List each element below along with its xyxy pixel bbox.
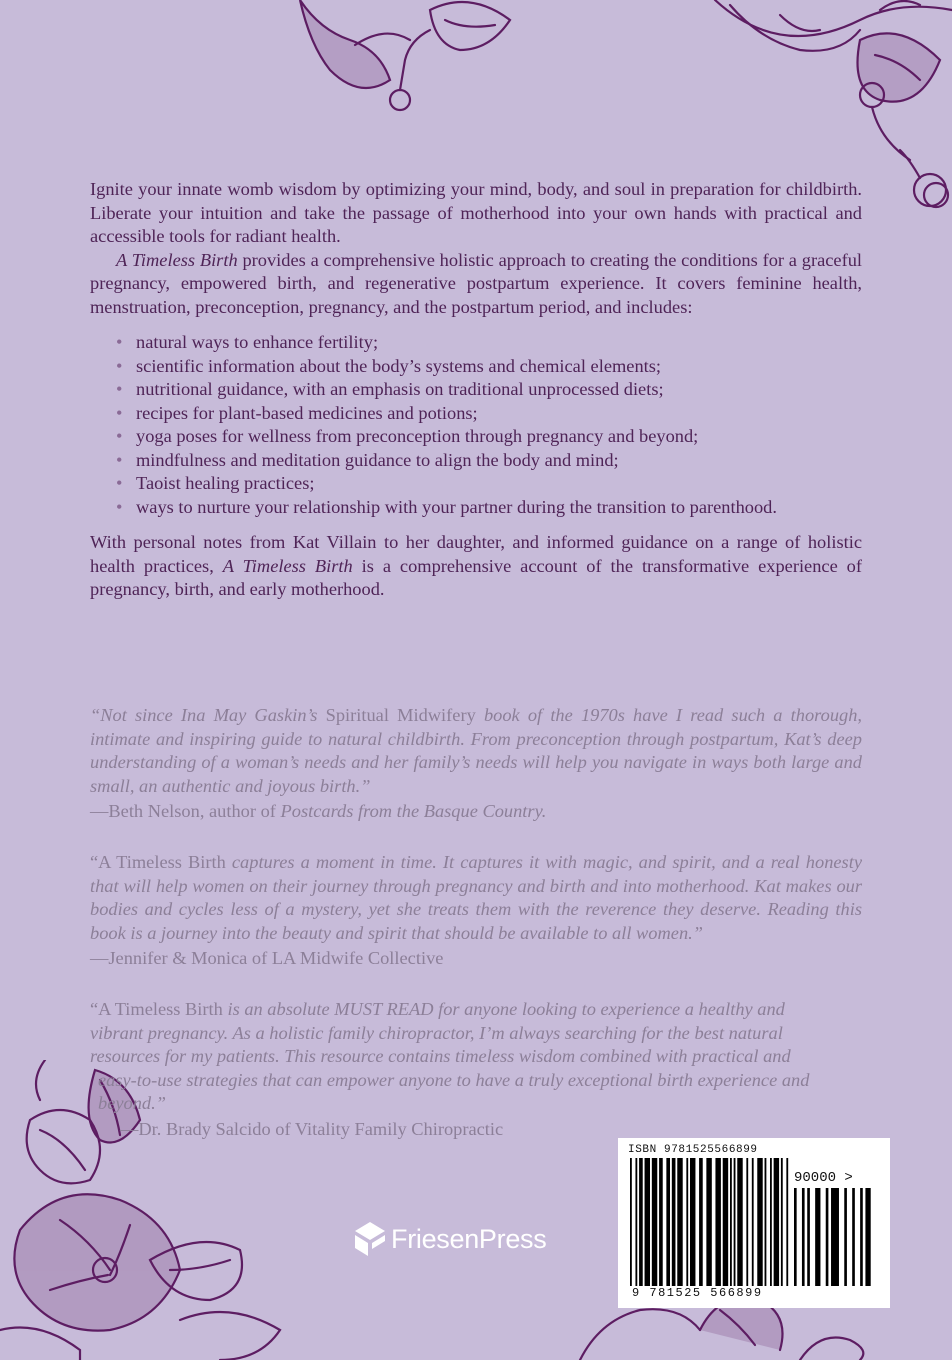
ean-digits: 9 781525 566899 <box>632 1286 763 1300</box>
list-item: • recipes for plant-based medicines and potions; <box>90 402 862 426</box>
barcode-bar <box>765 1158 767 1286</box>
bullet-icon: • <box>116 473 123 493</box>
bullet-icon: • <box>116 355 123 376</box>
list-item: • yoga poses for wellness from preconception through pregnancy and beyond; <box>90 425 862 449</box>
barcode-bar <box>752 1158 754 1286</box>
barcode-bar <box>715 1158 720 1286</box>
barcode-bar <box>706 1158 711 1286</box>
barcode-bar <box>737 1158 742 1286</box>
list-item: • Taoist healing practices; <box>90 472 862 496</box>
bullet-icon: • <box>116 426 123 446</box>
addon-barcode-bars <box>794 1188 876 1286</box>
barcode-bar <box>794 1188 797 1286</box>
barcode-bar <box>826 1188 829 1286</box>
price-code: 90000 > <box>794 1170 853 1186</box>
barcode-bar <box>786 1158 788 1286</box>
barcode-bar <box>639 1158 643 1286</box>
barcode-bar <box>757 1158 762 1286</box>
barcode-bar <box>860 1188 863 1286</box>
book-title: A Timeless Birth <box>222 555 353 576</box>
barcode-bar <box>723 1158 728 1286</box>
barcode-bar <box>852 1188 855 1286</box>
bullet-icon: • <box>116 496 123 517</box>
testimonial-text: “A Timeless Birth captures a moment in time. It captures it with magic, and spirit, and a real honesty that will help women on their journey through pregnancy and birth and into motherhood. Kat makes our bodies and cycles less of a mystery, yet she treats them with the reverence they deserve. Reading this book is a journey into the beauty and spirit that should be available to all women.” <box>90 852 862 943</box>
barcode-bar <box>807 1188 810 1286</box>
book-title: A Timeless Birth <box>116 249 238 270</box>
list-item: • natural ways to enhance fertility; <box>90 331 862 355</box>
bullet-icon: • <box>116 379 123 399</box>
isbn-label: ISBN 9781525566899 <box>628 1144 758 1156</box>
testimonial-text: “A Timeless Birth is an absolute MUST READ for anyone looking to experience a healthy and vibrant pregnancy. As a holistic family chiropractor, I’m always searching for the best natural resources for my patients. This resource contains timeless wisdom combined with practical and easy-to-use strategies that can empower anyone to have a truly exceptional birth experience and beyond.” <box>90 999 810 1113</box>
isbn-barcode <box>618 1138 890 1308</box>
barcode-bar <box>774 1158 779 1286</box>
testimonial-brady-salcido <box>90 998 862 1141</box>
barcode-bar <box>699 1158 703 1286</box>
bullet-icon: • <box>116 402 123 423</box>
barcode-bar <box>746 1158 748 1286</box>
barcode-bar <box>770 1158 772 1286</box>
testimonial-attribution: —Dr. Brady Salcido of Vitality Family Chiropractic <box>120 1118 504 1139</box>
testimonial-attribution: —Beth Nelson, author of Postcards from the Basque Country. <box>90 801 547 821</box>
barcode-bar <box>659 1158 663 1286</box>
barcode-bar <box>815 1188 820 1286</box>
barcode-bar <box>690 1158 695 1286</box>
testimonial-text: “Not since Ina May Gaskin’s Spiritual Midwifery book of the 1970s have I read such a thorough, intimate and inspiring guide to natural childbirth. From preconception through postpartum, Kat’s deep understanding of a woman’s needs and her family’s needs will help you navigate in ways both large and small, an authentic and joyous birth.” <box>90 705 862 796</box>
bullet-icon: • <box>116 449 123 470</box>
back-cover-description <box>90 178 862 602</box>
barcode-bar <box>652 1158 657 1286</box>
closing-paragraph: With personal notes from Kat Villain to her daughter, and informed guidance on a range of holistic health practices, A Timeless Birth is a comprehensive account of the transformative experience of pregnancy, birth, and early motherhood. <box>90 532 862 599</box>
list-item: • scientific information about the body’s systems and chemical elements; <box>90 355 862 379</box>
barcode-bar <box>635 1158 637 1286</box>
bullet-icon: • <box>116 332 123 352</box>
publisher-name: FriesenPress <box>391 1223 547 1254</box>
barcode-bar <box>781 1158 783 1286</box>
includes-list <box>90 331 862 519</box>
barcode-bar <box>645 1158 650 1286</box>
overview-text: provides a comprehensive holistic approach to creating the conditions for a graceful pregnancy, empowered birth, and regenerative postpartum experience. It covers feminine health, menstruation, preconception, pregnancy, and the postpartum period, and includes: <box>90 249 862 317</box>
testimonial-beth-nelson <box>90 704 862 824</box>
intro-paragraph: Ignite your innate womb wisdom by optimizing your mind, body, and soul in preparation for childbirth. Liberate your intuition and take the passage of motherhood into your own hands with practical and accessible tools for radiant health. <box>90 179 862 246</box>
book-title: “A Timeless Birth <box>90 852 226 872</box>
book-title: “A Timeless Birth <box>90 999 223 1019</box>
barcode-bar <box>802 1188 805 1286</box>
barcode-bar <box>672 1158 676 1286</box>
testimonial-la-midwife-collective <box>90 851 862 971</box>
barcode-bar <box>686 1158 688 1286</box>
referenced-book-title: Spiritual Midwifery <box>325 705 476 725</box>
testimonial-attribution: —Jennifer & Monica of LA Midwife Collective <box>90 948 444 968</box>
barcode-bar <box>734 1158 736 1286</box>
barcode-bar <box>666 1158 670 1286</box>
barcode-bar <box>677 1158 682 1286</box>
publisher-logo <box>355 1222 546 1256</box>
ean-barcode-bars <box>630 1158 790 1286</box>
list-item: • ways to nurture your relationship with your partner during the transition to parenthood. <box>90 496 862 520</box>
list-item: • mindfulness and meditation guidance to align the body and mind; <box>90 449 862 473</box>
overview-paragraph <box>90 249 862 320</box>
barcode-bar <box>730 1158 732 1286</box>
publisher-logo-icon <box>355 1222 385 1256</box>
barcode-bar <box>865 1188 870 1286</box>
list-item: • nutritional guidance, with an emphasis on traditional unprocessed diets; <box>90 378 862 402</box>
barcode-bar <box>630 1158 632 1286</box>
barcode-bar <box>844 1188 847 1286</box>
barcode-bar <box>831 1188 839 1286</box>
